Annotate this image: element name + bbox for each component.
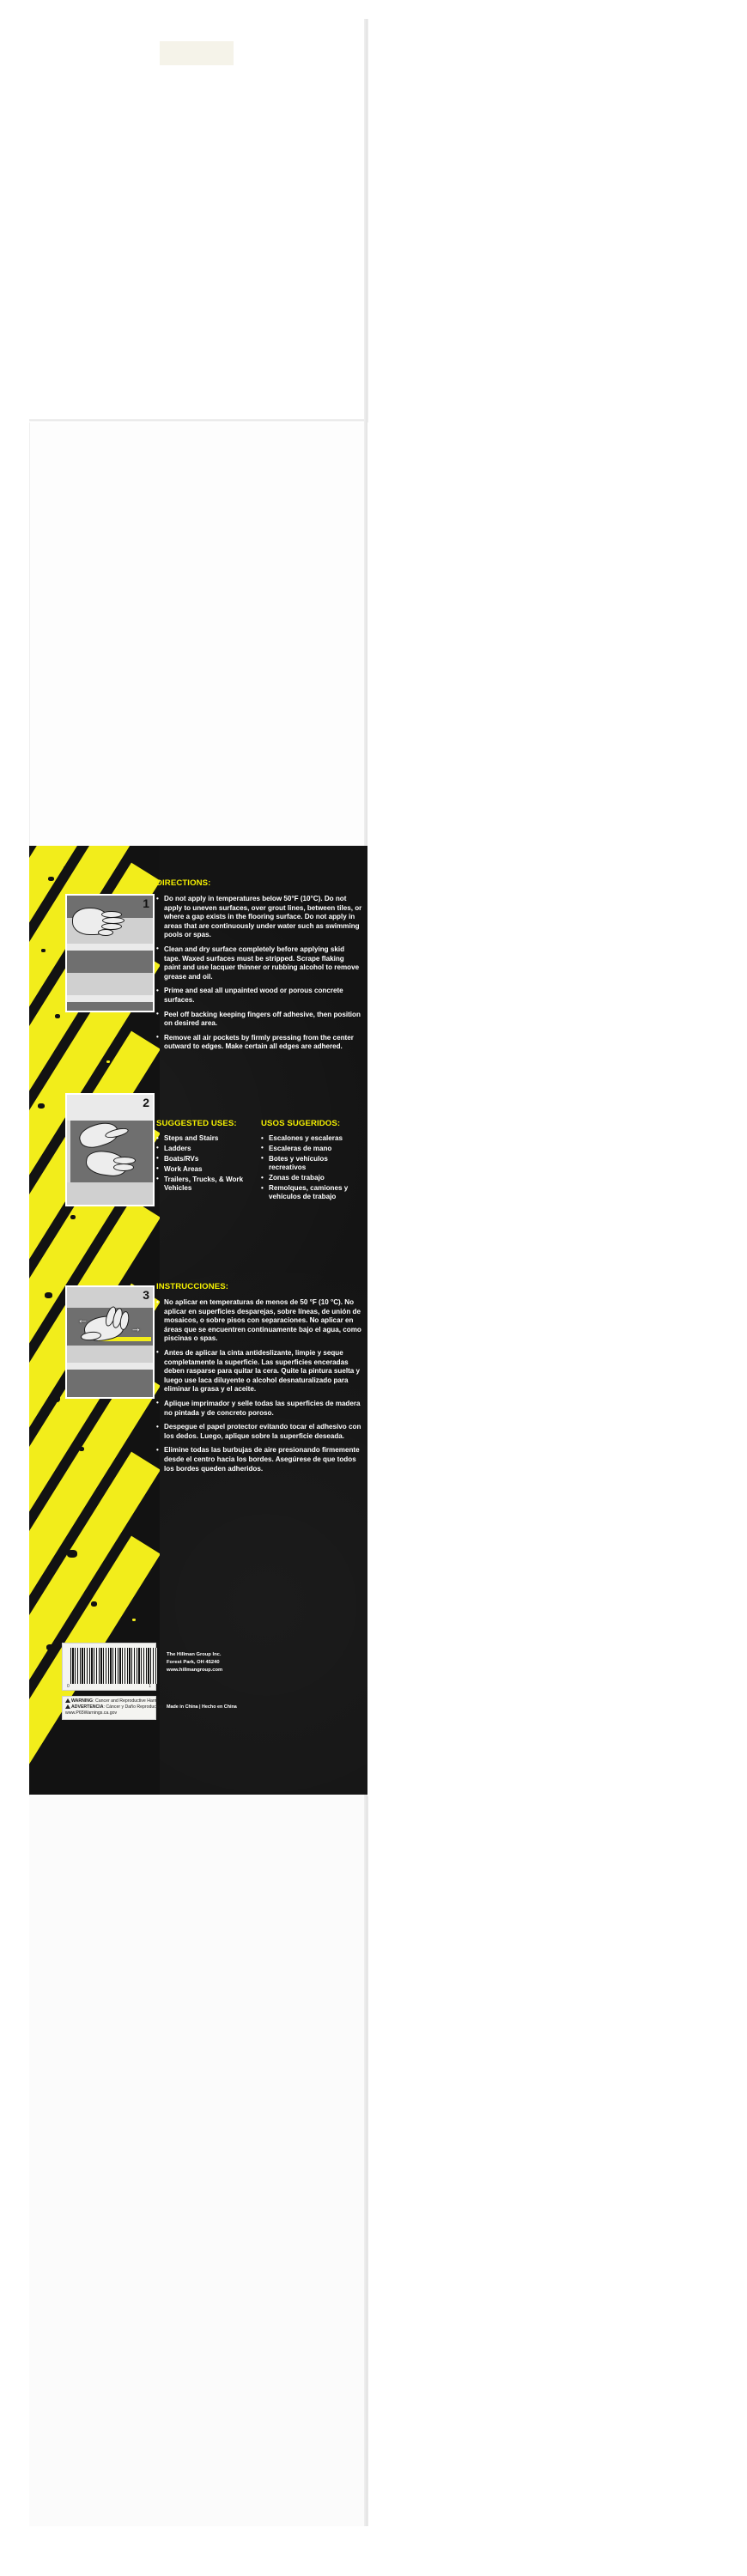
board-crease [29, 419, 367, 422]
warning-line-english [65, 1698, 158, 1704]
list-item: • Steps and Stairs [156, 1134, 252, 1143]
tape-strip [160, 41, 234, 65]
instrucciones-bullet: • Elimine todas las burbujas de aire presionando firmemente desde el centro hacia los bordes. Asegúrese de que todos los bordes queden adheridos. [156, 1446, 362, 1473]
directions-heading: DIRECTIONS: [156, 878, 211, 888]
directions-bullet: • Prime and seal all unpainted wood or porous concrete surfaces. [156, 987, 362, 1005]
suggested-uses-list-es [261, 1134, 357, 1202]
list-item: • Work Areas [156, 1165, 252, 1174]
company-info [167, 1651, 244, 1674]
directions-bullet: • Do not apply in temperatures below 50°F (10°C). Do not apply to uneven surfaces, over grout lines, between tiles, or where a gap exists in the flooring surface. Do not apply in areas that are continuously under water such as swimming pools or spas. [156, 895, 362, 940]
warning-url: www.P65Warnings.ca.gov [65, 1710, 118, 1716]
list-item: • Trailers, Trucks, & Work Vehicles [156, 1176, 252, 1194]
instrucciones-bullet: • No aplicar en temperaturas de menos de 50 °F (10 °C). No aplicar en superficies desparejas, sobre líneas, de unión de mosaicos, o sobre pisos con separaciones. No aplicar en áreas que se encuentren continuamente bajo el agua, como piscinas o spas. [156, 1298, 362, 1344]
warning-triangle-icon [65, 1698, 70, 1703]
panel-3-number: 3 [143, 1288, 149, 1302]
panel-1-number: 1 [143, 896, 149, 910]
directions-bullet: • Peel off backing keeping fingers off adhesive, then position on desired area. [156, 1011, 362, 1029]
instruction-label [29, 846, 367, 1795]
instrucciones-bullet: • Aplique imprimador y selle todas las superficies de madera no pintada y de concreto poroso. [156, 1400, 362, 1418]
board-top-panel [29, 19, 368, 422]
arrow-right-icon: → [131, 1321, 142, 1334]
list-item: • Escalones y escaleras [261, 1134, 357, 1143]
warning-label-en: WARNING [71, 1698, 94, 1704]
suggested-uses-english [156, 1119, 252, 1203]
barcode-digits [65, 1684, 153, 1690]
list-item: • Zonas de trabajo [261, 1174, 357, 1182]
suggested-uses-list-en [156, 1134, 252, 1193]
directions-list [156, 895, 362, 1052]
warning-text-es: : Cáncer y Daño Reproductivo [103, 1704, 163, 1710]
list-item: • Ladders [156, 1145, 252, 1153]
warning-text-en: : Cancer and Reproductive Harm [93, 1698, 158, 1704]
illustration-panel-1 [65, 894, 155, 1012]
suggested-uses-spanish [261, 1119, 357, 1203]
list-item: • Botes y vehículos recreativos [261, 1155, 357, 1173]
company-website: www.hillmangroup.com [167, 1668, 223, 1673]
list-item: • Remolques, camiones y vehículos de trabajo [261, 1184, 357, 1202]
warning-label-es: ADVERTENCIA [71, 1704, 104, 1710]
directions-bullet: • Clean and dry surface completely before applying skid tape. Waxed surfaces must be stripped. Scrape flaking paint and use lacquer thinner or rubbing alcohol to remove grease and oil. [156, 945, 362, 981]
barcode-left-digit: 0 [67, 1684, 70, 1689]
illustration-panel-2 [65, 1093, 155, 1206]
panel-2-number: 2 [143, 1096, 149, 1109]
directions-bullet: • Remove all air pockets by firmly pressing from the center outward to edges. Make certain all edges are adhered. [156, 1034, 362, 1052]
list-item: • Escaleras de mano [261, 1145, 357, 1153]
instrucciones-bullet: • Antes de aplicar la cinta antideslizante, limpie y seque completamente la superficie. Las superficies enceradas deben rasparse para quitar la cera. Quite la pintura suelta y luego use laca diluyente o alcohol desnaturalizado para eliminar la grasa y el aceite. [156, 1349, 362, 1394]
suggested-uses-heading-en: SUGGESTED USES: [156, 1119, 237, 1128]
warning-triangle-icon-es [65, 1704, 70, 1709]
barcode-box [62, 1643, 156, 1691]
company-name: The Hillman Group Inc. [167, 1652, 222, 1657]
list-item: • Boats/RVs [156, 1155, 252, 1163]
instrucciones-list [156, 1298, 362, 1473]
instrucciones-heading: INSTRUCCIONES: [156, 1282, 229, 1291]
board-lower-panel [29, 1796, 368, 2526]
barcode [70, 1648, 158, 1684]
barcode-right-digit: 1 [149, 1684, 151, 1689]
illustration-panel-3 [65, 1285, 155, 1399]
company-address: Forest Park, OH 45240 [167, 1660, 220, 1665]
warning-line-spanish [65, 1704, 163, 1710]
prop65-warning-box [62, 1696, 163, 1720]
arrow-left-icon: ← [77, 1313, 88, 1326]
country-of-origin: Made in China | Hecho en China [167, 1704, 237, 1710]
suggested-uses-heading-es: USOS SUGERIDOS: [261, 1119, 341, 1128]
instrucciones-bullet: • Despegue el papel protector evitando tocar el adhesivo con los dedos. Luego, aplique sobre la superficie deseada. [156, 1423, 362, 1441]
